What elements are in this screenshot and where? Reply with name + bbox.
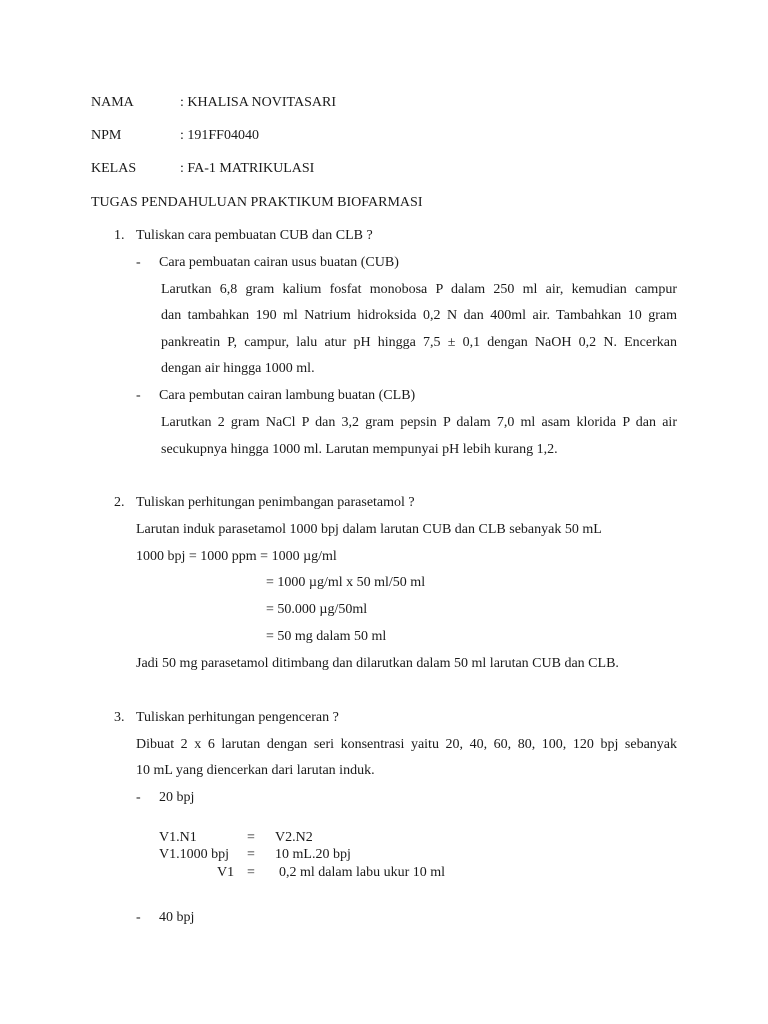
q1-clb-line-1: Larutkan 2 gram NaCl P dan 3,2 gram pepsin P dalam 7,0 ml asam klorida P dan air bbox=[161, 415, 677, 430]
q2-conclusion: Jadi 50 mg parasetamol ditimbang dan dilarutkan dalam 50 ml larutan CUB dan CLB. bbox=[136, 656, 619, 671]
eq-row-1-lhs: V1.N1 bbox=[159, 830, 197, 845]
q1-cub-line-2: dan tambahkan 190 ml Natrium hidroksida 0,2 N dan 400ml air. Tambahkan 10 gram bbox=[161, 308, 677, 323]
q1-cub-line-1: Larutkan 6,8 gram kalium fosfat monobosa P dalam 250 ml air, kemudian campur bbox=[161, 282, 677, 297]
eq-row-3-rhs: 0,2 ml dalam labu ukur 10 ml bbox=[279, 865, 446, 880]
q2-calc-3: = 50 mg dalam 50 ml bbox=[266, 629, 387, 644]
q3-label-40-bpj: 40 bpj bbox=[159, 910, 195, 925]
nama-label: NAMA bbox=[91, 95, 134, 110]
q3-body-line-2: 10 mL yang diencerkan dari larutan induk. bbox=[136, 763, 375, 778]
q3-label-20-bpj: 20 bpj bbox=[159, 790, 195, 805]
q1-number: 1. bbox=[114, 228, 125, 243]
q2-number: 2. bbox=[114, 495, 125, 510]
eq-row-3-op: = bbox=[247, 865, 255, 880]
q1-title-clb: Cara pembutan cairan lambung buatan (CLB) bbox=[159, 388, 416, 403]
q3-body-line-1: Dibuat 2 x 6 larutan dengan seri konsentrasi yaitu 20, 40, 60, 80, 100, 120 bpj sebanyak bbox=[136, 737, 677, 752]
eq-row-3-lhs: V1 bbox=[217, 865, 235, 880]
q1-clb-line-2: secukupnya hingga 1000 ml. Larutan mempunyai pH lebih kurang 1,2. bbox=[161, 442, 558, 457]
q2-question: Tuliskan perhitungan penimbangan parasetamol ? bbox=[136, 495, 415, 510]
q1-question: Tuliskan cara pembuatan CUB dan CLB ? bbox=[136, 228, 373, 243]
kelas-label: KELAS bbox=[91, 161, 137, 176]
q3-bullet-40: - bbox=[136, 910, 141, 925]
q1-cub-line-4: dengan air hingga 1000 ml. bbox=[161, 361, 315, 376]
npm-value: : 191FF04040 bbox=[180, 128, 259, 143]
nama-value: : KHALISA NOVITASARI bbox=[180, 95, 336, 110]
eq-row-2-rhs: 10 mL.20 bpj bbox=[275, 847, 351, 862]
eq-row-2-op: = bbox=[247, 847, 255, 862]
q2-line-1: Larutan induk parasetamol 1000 bpj dalam larutan CUB dan CLB sebanyak 50 mL bbox=[136, 522, 602, 537]
q3-bullet-20: - bbox=[136, 790, 141, 805]
q3-question: Tuliskan perhitungan pengenceran ? bbox=[136, 710, 339, 725]
q1-title-cub: Cara pembuatan cairan usus buatan (CUB) bbox=[159, 255, 399, 270]
eq-row-2-lhs: V1.1000 bpj bbox=[159, 847, 229, 862]
q1-cub-line-3: pankreatin P, campur, lalu atur pH hingga 7,5 ± 0,1 dengan NaOH 0,2 N. Encerkan bbox=[161, 335, 677, 350]
npm-label: NPM bbox=[91, 128, 122, 143]
q2-line-2: 1000 bpj = 1000 ppm = 1000 µg/ml bbox=[136, 549, 337, 564]
q1-bullet-b: - bbox=[136, 388, 141, 403]
kelas-value: : FA-1 MATRIKULASI bbox=[180, 161, 315, 176]
q1-bullet-a: - bbox=[136, 255, 141, 270]
eq-row-1-op: = bbox=[247, 830, 255, 845]
eq-row-1-rhs: V2.N2 bbox=[275, 830, 313, 845]
q3-number: 3. bbox=[114, 710, 125, 725]
document-title: TUGAS PENDAHULUAN PRAKTIKUM BIOFARMASI bbox=[91, 195, 423, 210]
q2-calc-1: = 1000 µg/ml x 50 ml/50 ml bbox=[266, 575, 426, 590]
q2-calc-2: = 50.000 µg/50ml bbox=[266, 602, 368, 617]
